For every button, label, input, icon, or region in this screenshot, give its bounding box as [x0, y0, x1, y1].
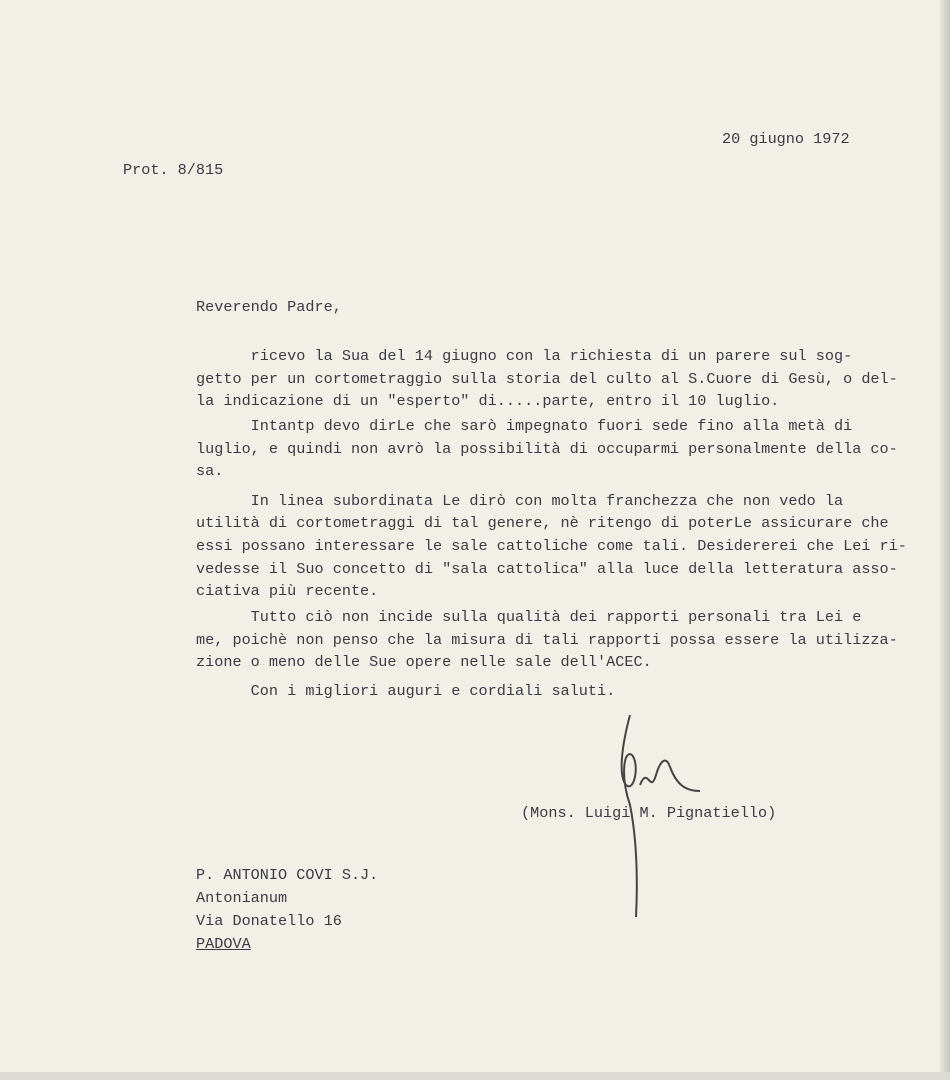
text-line: luglio, e quindi non avrò la possibilità di occuparmi personalmente della co- [196, 440, 898, 458]
addressee-institution: Antonianum [196, 889, 288, 907]
text-line: Intantp devo dirLe che sarò impegnato fuori sede fino alla metà di [196, 417, 853, 435]
closing: Con i migliori auguri e cordiali saluti. [196, 682, 616, 700]
paper-bottom-edge [0, 1072, 950, 1080]
text-line: zione o meno delle Sue opere nelle sale dell'ACEC. [196, 653, 652, 671]
text-line: ciativa più recente. [196, 582, 379, 600]
text-line: utilità di cortometraggi di tal genere, nè ritengo di poterLe assicurare che [196, 514, 889, 532]
signatory-name: (Mons. Luigi M. Pignatiello) [521, 804, 777, 822]
text-line: sa. [196, 462, 224, 480]
text-line: Tutto ciò non incide sulla qualità dei rapporti personali tra Lei e [196, 608, 862, 626]
text-line: me, poichè non penso che la misura di tali rapporti possa essere la utilizza- [196, 631, 898, 649]
letter-date: 20 giugno 1972 [722, 130, 850, 148]
protocol-number: Prot. 8/815 [123, 161, 224, 179]
text-line: In linea subordinata Le dirò con molta franchezza che non vedo la [196, 492, 844, 510]
salutation: Reverendo Padre, [196, 298, 342, 316]
text-line: getto per un cortometraggio sulla storia del culto al S.Cuore di Gesù, o del- [196, 370, 898, 388]
text-line: vedesse il Suo concetto di "sala cattolica" alla luce della letteratura asso- [196, 560, 898, 578]
addressee-street: Via Donatello 16 [196, 912, 342, 930]
addressee-name: P. ANTONIO COVI S.J. [196, 866, 379, 884]
text-line: essi possano interessare le sale cattoliche come tali. Desidererei che Lei ri- [196, 537, 907, 555]
paper-edge [940, 0, 950, 1080]
addressee-city: PADOVA [196, 935, 251, 953]
text-line: la indicazione di un "esperto" di.....parte, entro il 10 luglio. [196, 392, 780, 410]
text-line: ricevo la Sua del 14 giugno con la richiesta di un parere sul sog- [196, 347, 853, 365]
